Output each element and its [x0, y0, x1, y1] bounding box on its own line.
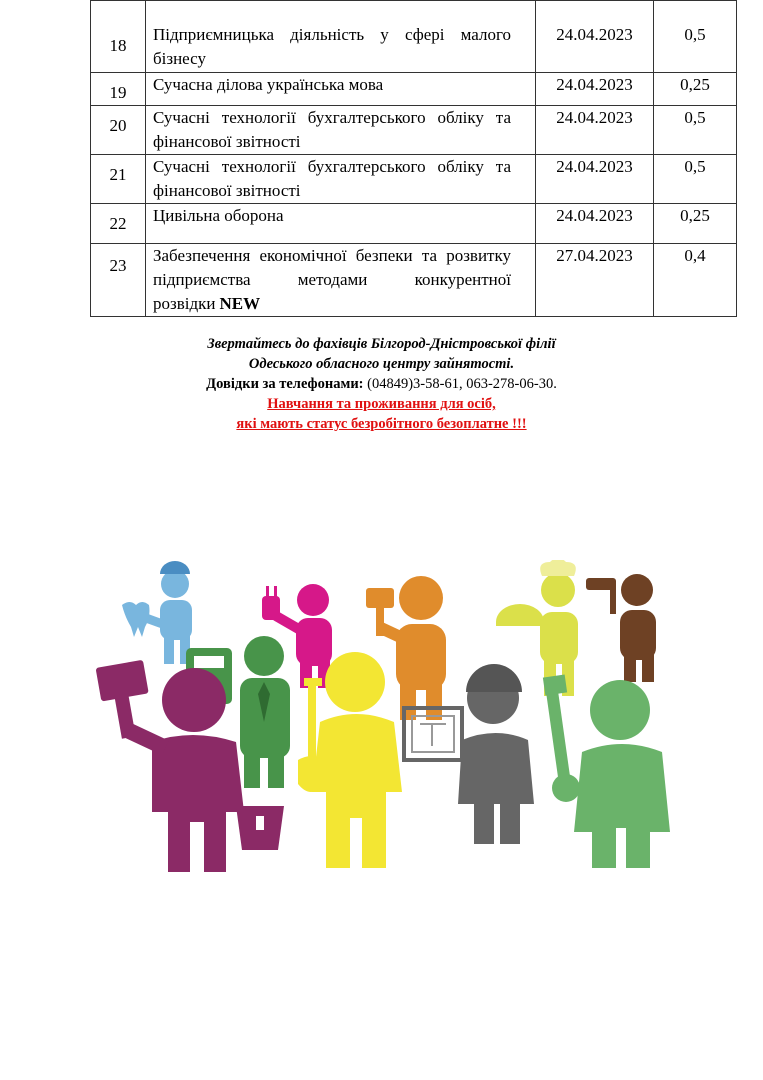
- workers-group-icon: [0, 560, 763, 880]
- course-title: Сучасна ділова українська мова: [146, 73, 536, 106]
- course-hours: 0,5: [654, 106, 737, 155]
- course-date: 24.04.2023: [536, 1, 654, 73]
- course-date: 24.04.2023: [536, 155, 654, 204]
- course-title: Сучасні технології бухгалтерського обліку та фінансової звітності: [146, 155, 536, 204]
- course-hours: 0,25: [654, 73, 737, 106]
- new-badge: NEW: [219, 294, 261, 313]
- contact-line-2: Одеського обласного центру зайнятості.: [248, 356, 515, 372]
- contact-line-1: Звертайтесь до фахівців Білгород-Дністровської філії: [207, 336, 556, 352]
- table-row: [91, 73, 737, 106]
- mechanic-figure: [543, 675, 670, 868]
- row-number: 19: [91, 73, 146, 106]
- table-row: [91, 106, 737, 155]
- course-title: Сучасні технології бухгалтерського обліку та фінансової звітності: [146, 106, 536, 155]
- course-title: Підприємницька діяльність у сфері малого бізнесу: [146, 1, 536, 73]
- phones-value: (04849)3-58-61, 063-278-06-30.: [363, 376, 557, 392]
- course-hours: 0,5: [654, 1, 737, 73]
- course-date: 24.04.2023: [536, 73, 654, 106]
- table-row: [91, 244, 737, 317]
- course-hours: 0,25: [654, 204, 737, 244]
- engineer-figure: [404, 664, 534, 844]
- course-hours: 0,4: [654, 244, 737, 317]
- courses-table: [90, 0, 737, 317]
- phones-label: Довідки за телефонами:: [206, 376, 364, 392]
- phones-line: [0, 374, 763, 394]
- builder-figure: [298, 652, 402, 868]
- table-row: [91, 204, 737, 244]
- row-number: 23: [91, 244, 146, 317]
- course-date: 24.04.2023: [536, 204, 654, 244]
- dentist-figure: [122, 561, 192, 664]
- row-number: 21: [91, 155, 146, 204]
- row-number: 18: [91, 1, 146, 73]
- free-notice-line-2: які мають статус безробітного безоплатне !!!: [236, 416, 527, 432]
- table-row: [91, 1, 737, 73]
- table-row: [91, 155, 737, 204]
- course-hours: 0,5: [654, 155, 737, 204]
- course-title: Забезпечення економічної безпеки та розвитку підприємства методами конкурентної розвідки NEW: [146, 244, 536, 317]
- row-number: 22: [91, 204, 146, 244]
- row-number: 20: [91, 106, 146, 155]
- painter-figure: [586, 574, 656, 682]
- contact-block: [0, 334, 763, 434]
- free-notice-line-1: Навчання та проживання для осіб,: [267, 396, 496, 412]
- course-title: Цивільна оборона: [146, 204, 536, 244]
- course-date: 24.04.2023: [536, 106, 654, 155]
- course-date: 27.04.2023: [536, 244, 654, 317]
